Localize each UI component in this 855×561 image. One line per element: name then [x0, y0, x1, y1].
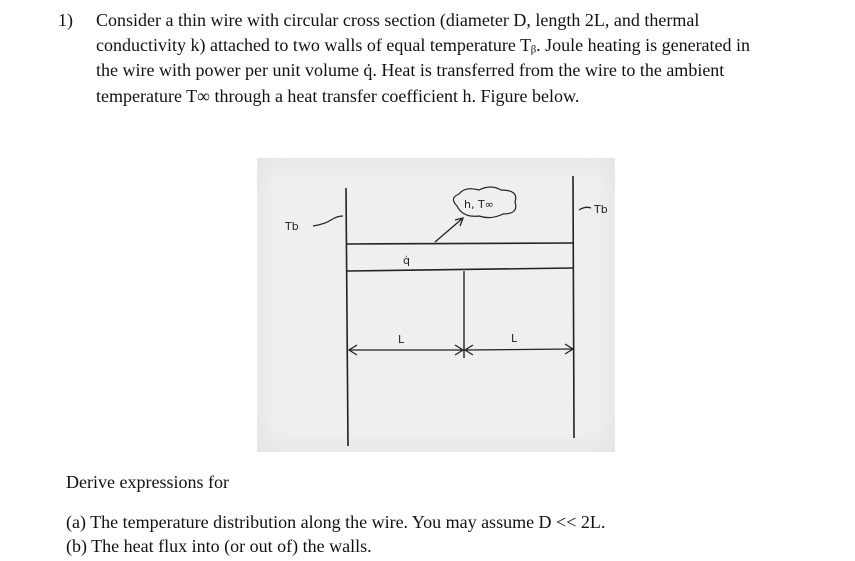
- wire-bottom-edge: [347, 268, 573, 271]
- question-part-b: (b) The heat flux into (or out of) the walls.: [66, 536, 372, 556]
- question-part-a: (a) The temperature distribution along the wire. You may assume D << 2L.: [66, 512, 606, 532]
- wire-sketch-drawing: [257, 158, 615, 452]
- right-length-label: L: [511, 332, 518, 345]
- right-tb-leader: [579, 207, 591, 210]
- wire-sketch-figure: [257, 158, 615, 452]
- derive-prompt: Derive expressions for: [66, 472, 229, 492]
- wire-top-edge: [347, 243, 573, 244]
- problem-line-4: temperature T∞ through a heat transfer coefficient h. Figure below.: [96, 86, 580, 106]
- heat-generation-label: q̇: [403, 254, 410, 267]
- left-tb-leader: [313, 216, 343, 226]
- convection-arrow: [435, 218, 463, 242]
- ambient-label: h, T∞: [464, 198, 494, 211]
- right-dimension-line: [465, 349, 573, 350]
- problem-line-2: conductivity k) attached to two walls of equal temperature Tᵦ. Joule heating is generated in: [96, 35, 751, 55]
- left-wall: [346, 188, 348, 446]
- problem-line-1: Consider a thin wire with circular cross section (diameter D, length 2L, and thermal: [96, 10, 700, 30]
- right-wall: [573, 176, 574, 438]
- left-length-label: L: [398, 333, 405, 346]
- left-tb-label: Tb: [285, 220, 299, 233]
- right-tb-label: Tb: [594, 203, 608, 216]
- problem-line-3: the wire with power per unit volume q̇. Heat is transferred from the wire to the ambient: [96, 60, 725, 80]
- question-number: 1): [58, 10, 73, 30]
